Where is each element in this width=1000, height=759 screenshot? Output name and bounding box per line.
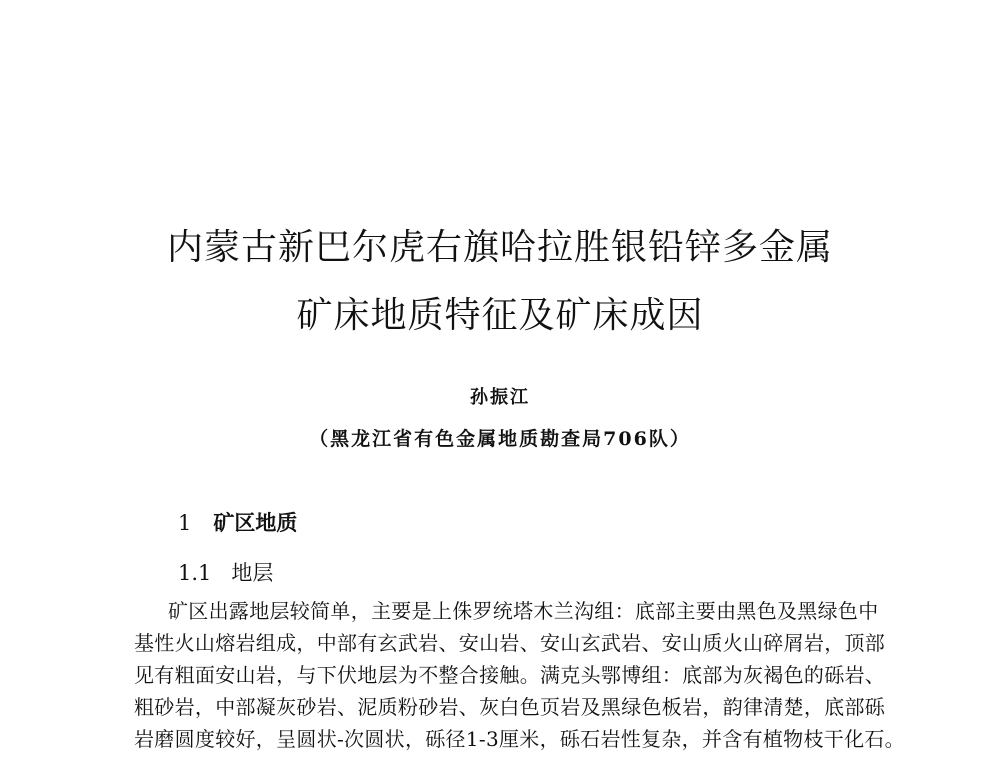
section-title: 矿区地质: [213, 510, 298, 535]
subsection-title: 地层: [231, 561, 274, 585]
author-affiliation: （黑龙江省有色金属地质勘查局706队）: [309, 428, 691, 450]
paragraph-line: 岩磨圆度较好，呈圆状-次圆状，砾径1-3厘米，砾石岩性复杂，并含有植物枝干化石。: [134, 727, 905, 751]
paper-title-line-2: 矿床地质特征及矿床成因: [296, 295, 704, 336]
section-heading-1: [178, 508, 297, 538]
paragraph-line: 见有粗面安山岩，与下伏地层为不整合接触。满克头鄂博组：底部为灰褐色的砾岩、: [134, 663, 886, 687]
subsection-heading-1-1: [178, 558, 273, 588]
paragraph-line: 基性火山熔岩组成，中部有玄武岩、安山岩、安山玄武岩、安山质火山碎屑岩，顶部: [134, 631, 886, 655]
subsection-number: 1.1: [178, 561, 212, 585]
author-name: 孙振江: [470, 387, 530, 408]
paragraph-line: 矿区出露地层较简单，主要是上侏罗统塔木兰沟组：底部主要由黑色及黑绿色中: [168, 599, 879, 623]
paper-title-line-1: 内蒙古新巴尔虎右旗哈拉胜银铅锌多金属: [166, 227, 833, 268]
paragraph-line: 粗砂岩，中部凝灰砂岩、泥质粉砂岩、灰白色页岩及黑绿色板岩，韵律清楚，底部砾: [134, 695, 886, 719]
section-number: 1: [178, 511, 192, 535]
